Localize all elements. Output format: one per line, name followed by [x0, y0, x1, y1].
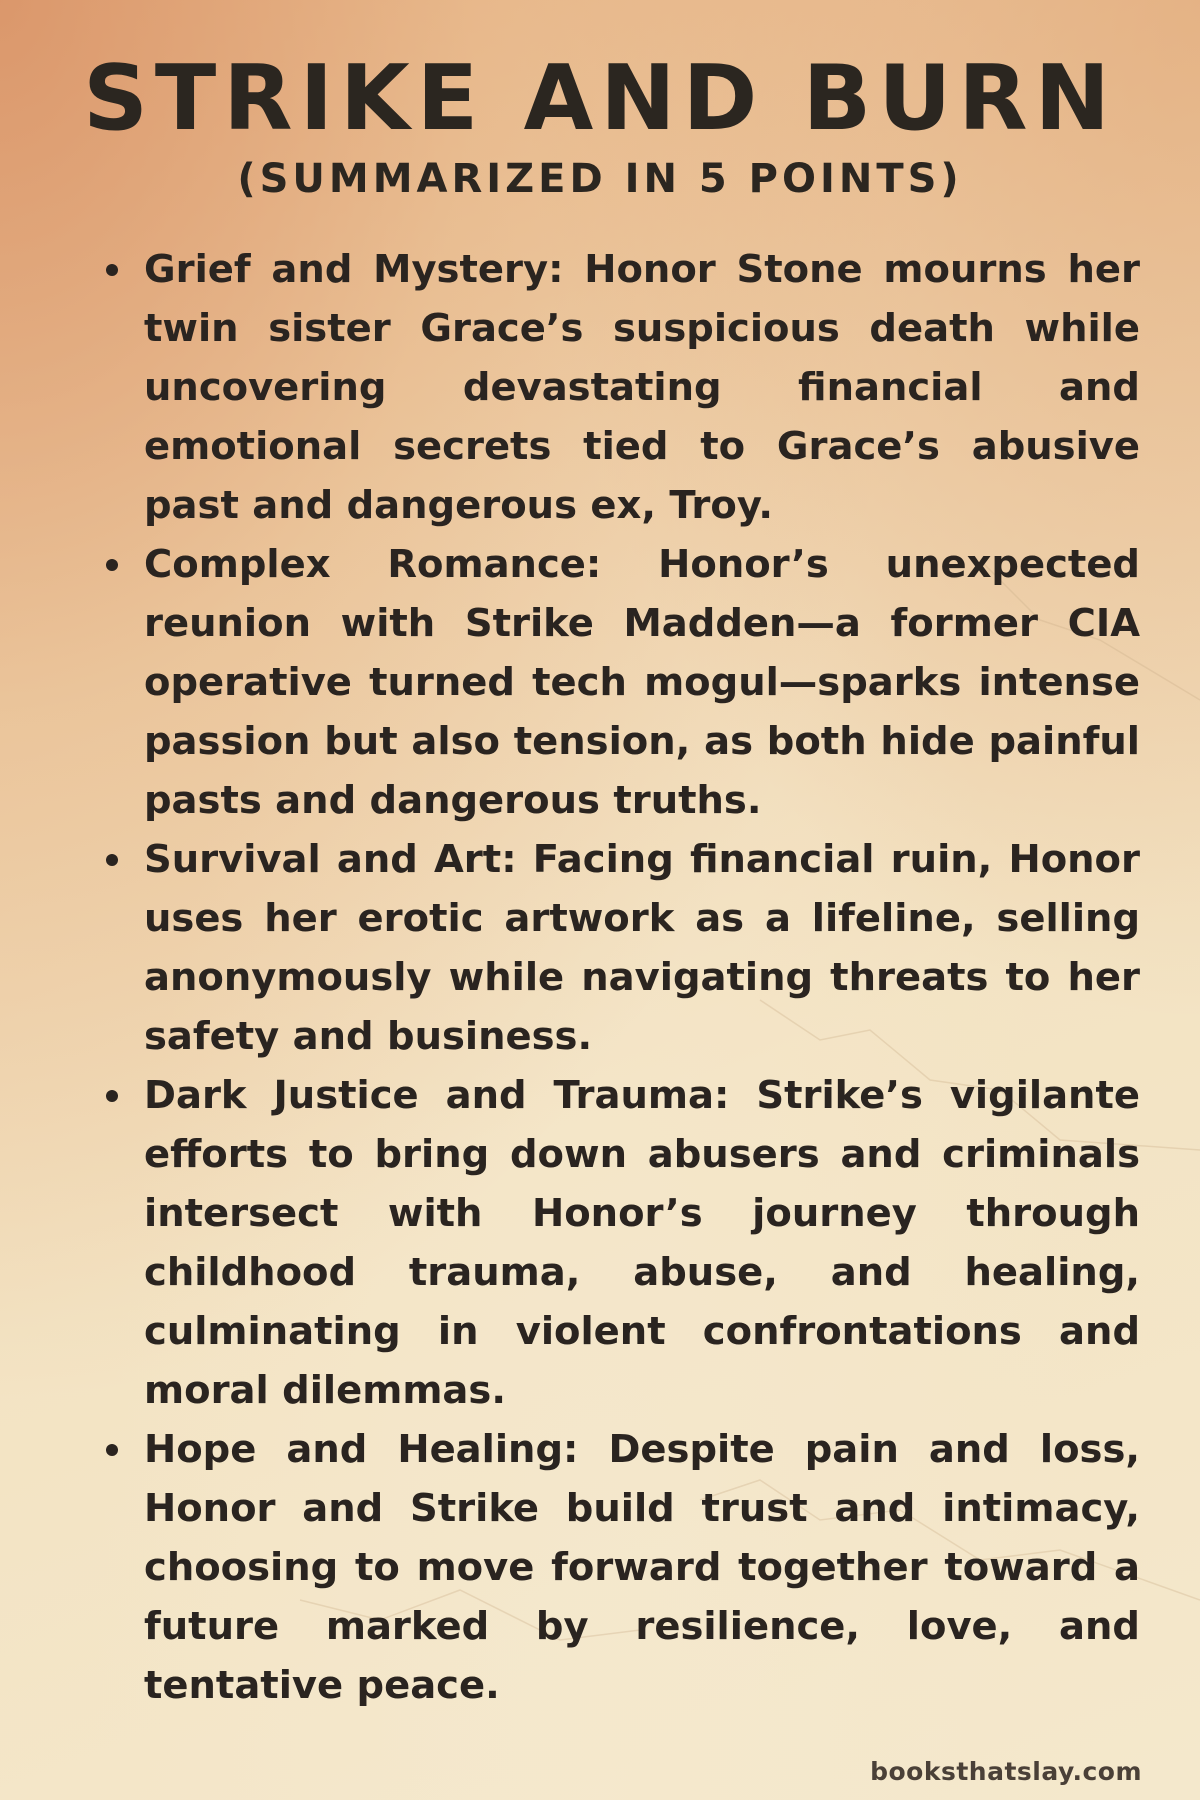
summary-point	[144, 830, 1140, 1066]
summary-point	[144, 1066, 1140, 1420]
summary-point-text: Complex Romance: Honor’s unexpected reunion with Strike Madden—a former CIA operative turned tech mogul—sparks intense passion but also tension, as both hide painful pasts and dangerous truths.	[144, 542, 1140, 823]
summary-point-text: Survival and Art: Facing financial ruin, Honor uses her erotic artwork as a lifeline, selling anonymously while navigating threats to her safety and business.	[144, 837, 1140, 1059]
summary-point-text: Dark Justice and Trauma: Strike’s vigilante efforts to bring down abusers and criminals intersect with Honor’s journey through childhood trauma, abuse, and healing, culminating in violent confrontations and moral dilemmas.	[144, 1073, 1140, 1413]
summary-point	[144, 240, 1140, 535]
bullet-dot-icon	[106, 264, 118, 276]
summary-points-list	[144, 240, 1140, 1715]
summary-point-text: Hope and Healing: Despite pain and loss, Honor and Strike build trust and intimacy, choosing to move forward together toward a future marked by resilience, love, and tentative peace.	[144, 1427, 1140, 1708]
bullet-dot-icon	[106, 1090, 118, 1102]
bullet-dot-icon	[106, 854, 118, 866]
site-credit: booksthatslay.com	[870, 1757, 1142, 1786]
bullet-dot-icon	[106, 559, 118, 571]
page-subtitle: (SUMMARIZED IN 5 POINTS)	[237, 156, 963, 202]
bullet-dot-icon	[106, 1444, 118, 1456]
page-title: STRIKE AND BURN	[83, 46, 1117, 151]
summary-point-text: Grief and Mystery: Honor Stone mourns her twin sister Grace’s suspicious death while uncovering devastating financial and emotional secrets tied to Grace’s abusive past and dangerous ex, Troy.	[144, 247, 1140, 528]
summary-point	[144, 1420, 1140, 1715]
summary-point	[144, 535, 1140, 830]
